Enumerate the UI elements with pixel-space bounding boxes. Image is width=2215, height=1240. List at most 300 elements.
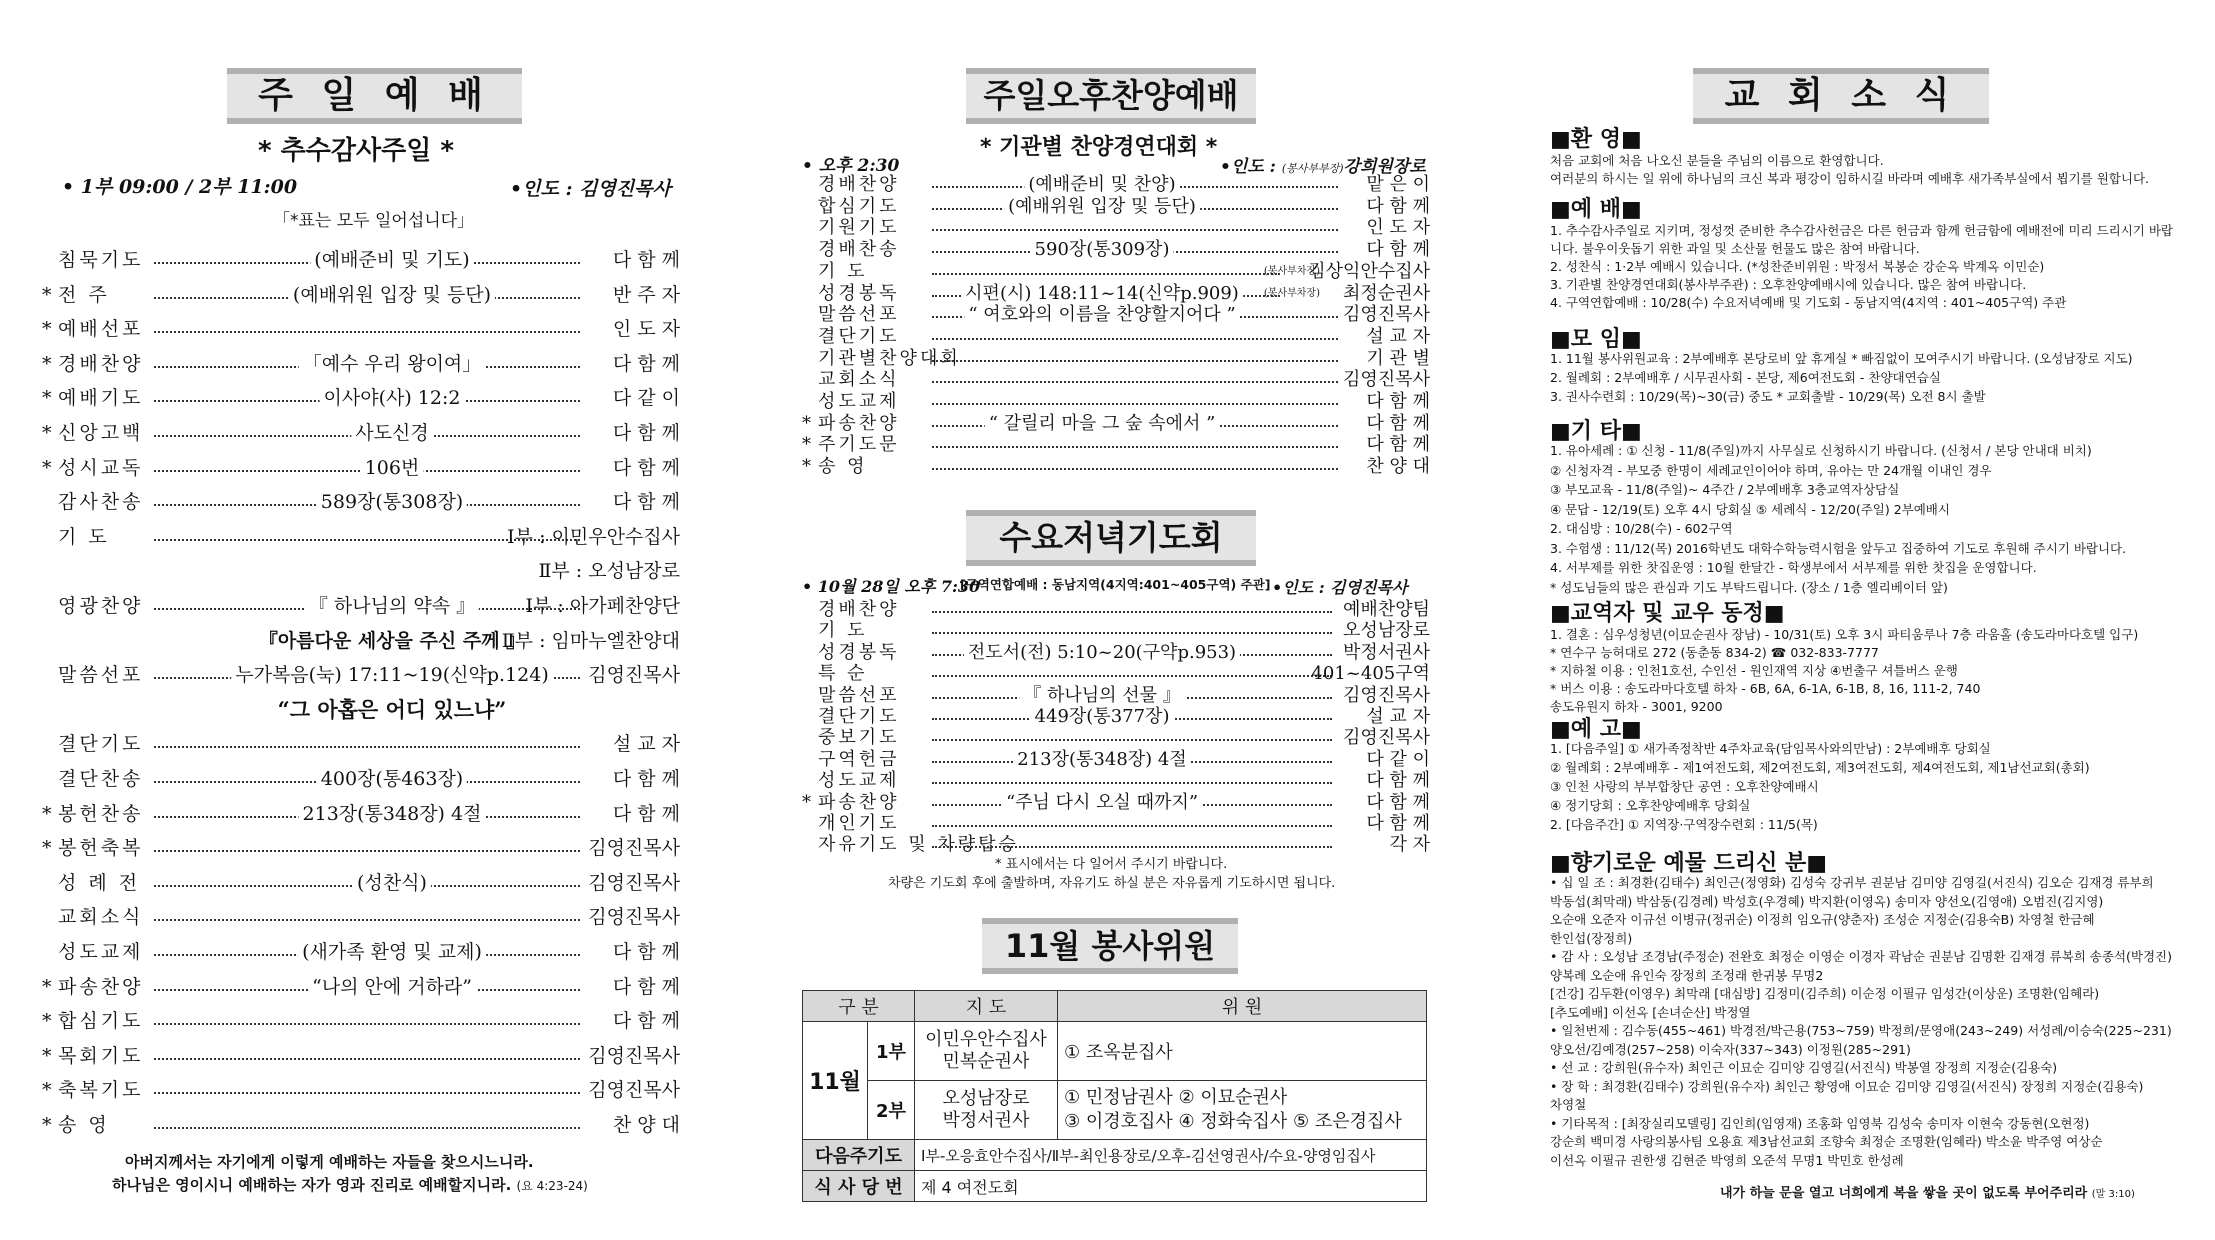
item-detail: 이사야(사) 12:2	[320, 383, 465, 413]
item-label: 경배찬양	[818, 174, 900, 195]
item-person: 다 같 이	[1366, 748, 1430, 770]
service-item	[42, 972, 680, 1002]
service-item	[42, 453, 680, 483]
item-label: 교회소식	[58, 906, 144, 929]
item-detail: (예배준비 및 기도)	[310, 245, 473, 275]
item-person: 설 교 자	[1366, 325, 1430, 347]
news-line: 1. 추수감사주일로 지키며, 정성껏 준비한 추수감사헌금은 다른 헌금과 함께 헌금함에 예배전에 미리 드리시기 바랍	[1550, 223, 2174, 238]
dot-leader	[154, 1058, 580, 1060]
news-line: ④ 정기당회 : 오후찬양예배후 당회실	[1550, 798, 1751, 813]
news-line: [추도예배] 이선옥 [손녀순산] 박정열	[1550, 1004, 1751, 1020]
item-person: 다 함 께	[612, 456, 680, 479]
item-label: 경배찬양	[58, 352, 144, 375]
item-label: 경배찬양	[818, 599, 900, 620]
item-person: 다 함 께	[612, 249, 680, 271]
item-detail: 사도신경	[351, 418, 432, 448]
item-label: 송 영	[58, 1114, 110, 1136]
item-detail: “ 갈릴리 마을 그 숲 속에서 ”	[985, 413, 1220, 435]
item-person: 다 함 께	[1366, 195, 1430, 217]
service-item	[42, 833, 680, 863]
wednesday-footnote-2: 차량은 기도회 후에 출발하며, 자유기도 하실 분은 자유롭게 기도하시면 됩니다.	[888, 876, 1336, 891]
dot-leader	[932, 273, 1280, 275]
dot-leader	[154, 1127, 580, 1129]
news-line: ③ 인천 사랑의 부부합창단 공연 : 오후찬양예배시	[1550, 779, 1819, 794]
news-line: ② 월례회 : 2부예배후 - 제1여전도회, 제2여전도회, 제3여전도회, 제4여전도회, 제1남선교회(총회)	[1550, 760, 2090, 775]
service-item	[42, 626, 680, 656]
closing-verse-ref: (요 4:23-24)	[516, 1179, 588, 1193]
item-label: 목회기도	[58, 1044, 144, 1067]
item-label: 침묵기도	[58, 249, 144, 271]
news-line: 오순애 오준자 이규선 이병규(정귀순) 이정희 임오규(양춘자) 조성순 지정순(김용숙B) 차영철 한금혜	[1550, 912, 2095, 927]
news-line: • 감 사 : 오성남 조경남(주정순) 전완호 최정순 이영순 이경자 곽남순 권분남 김명환 김재경 류복희 송종석(박경진)	[1550, 949, 2172, 964]
item-label: 봉헌축복	[58, 837, 144, 860]
item-label: 말씀선포	[818, 684, 900, 706]
item-detail: 106번	[361, 453, 424, 483]
item-label: 성시교독	[58, 456, 144, 479]
item-label: 성경봉독	[818, 282, 900, 304]
news-line: • 일천번제 : 김수동(455~461) 박경전/박근용(753~759) 박정희/문영애(243~249) 서성례/이승숙(225~231)	[1550, 1023, 2172, 1038]
item-person: 다 함 께	[1366, 791, 1430, 813]
item-label: 합심기도	[58, 1010, 144, 1033]
wednesday-note: [구역연합예배 : 동남지역(4지역:401~405구역) 주관]	[960, 577, 1271, 592]
item-label: 결단기도	[818, 706, 900, 727]
item-label: 기 도	[58, 525, 110, 548]
closing-verse-text: 내가 하늘 문을 열고 너희에게 복을 쌓을 곳이 없도록 부어주리라	[1720, 1186, 2088, 1201]
staff-title: 11월 봉사위원	[982, 918, 1238, 974]
item-label: 개인기도	[818, 813, 900, 834]
item-person: 김영진목사	[1343, 304, 1430, 326]
item-person: 인 도 자	[1366, 217, 1430, 239]
gift-heading: ■향기로운 예물 드리신 분■	[1550, 851, 1828, 876]
standing-mark: *	[42, 1079, 52, 1102]
staff-header-division: 구 분	[803, 991, 915, 1022]
item-person: 다 함 께	[1366, 412, 1430, 434]
service-item	[42, 1041, 680, 1071]
service-time: • 1부 09:00 / 2부 11:00	[62, 176, 298, 198]
afternoon-worship-title: 주일오후찬양예배	[966, 68, 1256, 124]
item-label: 말씀선포	[818, 304, 900, 326]
meeting-heading: ■모 임■	[1550, 327, 1642, 352]
item-person: 반 주 자	[612, 283, 680, 306]
service-item	[42, 280, 680, 310]
standing-mark: *	[802, 434, 811, 456]
service-item	[42, 868, 680, 898]
service-item	[802, 413, 1430, 435]
dot-leader	[154, 746, 580, 748]
item-label: 주기도문	[818, 434, 900, 456]
news-line: 2. 대심방 : 10/28(수) - 602구역	[1550, 521, 1733, 536]
meal-duty-value: 제 4 여전도회	[915, 1171, 1427, 1202]
notice-heading: ■예 고■	[1550, 717, 1642, 742]
service-item	[802, 456, 1430, 478]
news-line: 니다. 불우이웃돕기 위한 과일 및 소산물 헌물도 많은 참여 바랍니다.	[1550, 241, 1920, 256]
news-line: 처음 교회에 처음 나오신 분들을 주님의 이름으로 환영합니다.	[1550, 153, 1884, 168]
item-person: 다 함 께	[612, 941, 680, 963]
item-detail: 시편(시) 148:11~14(신약p.909)	[961, 283, 1243, 305]
service-item	[42, 902, 680, 932]
item-label: 특 순	[818, 663, 868, 685]
news-line: 4. 구역연합예배 : 10/28(수) 수요저녁예배 및 기도회 - 동남지역(4지역 : 401~405구역) 주관	[1550, 295, 2067, 310]
item-person: Ⅰ부 : 아가페찬양단	[525, 595, 680, 617]
service-item	[42, 764, 680, 794]
standing-mark: *	[802, 412, 811, 434]
item-person: 찬 양 대	[1366, 456, 1430, 478]
wednesday-leader: •인도 : 김영진목사	[1272, 578, 1408, 597]
service-item	[42, 487, 680, 517]
item-detail: (예배위원 입장 및 등단)	[1004, 196, 1200, 218]
item-person: 각 자	[1389, 834, 1430, 856]
staff-members-2b: ③ 이경호집사 ④ 정화숙집사 ⑤ 조은경집사	[1064, 1111, 1402, 1132]
dot-leader	[154, 850, 580, 852]
item-person: 김영진목사	[1343, 684, 1430, 706]
news-line: * 버스 이용 : 송도라마다호텔 하차 - 6B, 6A, 6-1A, 6-1B, 8, 16, 111-2, 740	[1550, 681, 1981, 696]
next-prayer-row	[803, 1140, 1427, 1171]
service-item	[42, 1075, 680, 1105]
item-detail: 213장(통348장) 4절	[299, 799, 486, 829]
news-line: 4. 서부제를 위한 찻집운영 : 10월 한달간 - 학생부에서 서부제를 위한 찻집을 운영합니다.	[1550, 560, 2037, 575]
item-detail: 『 하나님의 약속 』	[305, 591, 479, 621]
news-line: 여러분의 하시는 일 위에 하나님의 크신 복과 평강이 임하시길 바라며 예배후 새가족부실에서 뵙기를 원합니다.	[1550, 171, 2150, 186]
item-person: 박정서권사	[1343, 641, 1430, 663]
wednesday-footnote-1: * 표시에서는 다 일어서 주시기 바랍니다.	[995, 857, 1228, 872]
item-person: 김상익안수집사	[1308, 260, 1430, 282]
standing-mark: *	[42, 802, 52, 825]
item-label: 중보기도	[818, 727, 900, 749]
sunday-worship-subtitle: * 추수감사주일 *	[258, 136, 454, 166]
item-label: 봉헌찬송	[58, 802, 144, 825]
news-line: [건강] 김두환(이영우) 최막래 [대심방] 김정미(김주희) 이순정 이필규 임성간(이상운) 조명환(임혜라)	[1550, 986, 2100, 1001]
staff-part-2: 2부	[868, 1081, 915, 1140]
item-person: 다 함 께	[612, 422, 680, 444]
item-label: 성도교제	[58, 941, 144, 963]
dot-leader	[932, 825, 1332, 827]
item-detail: 213장(통348장) 4절	[1013, 749, 1190, 771]
item-person: 김영진목사	[588, 1044, 680, 1067]
service-item	[802, 261, 1430, 283]
item-detail: 590장(통309장)	[1031, 239, 1174, 261]
item-person: 다 함 께	[612, 768, 680, 790]
news-line: 박동섭(최막래) 박삼동(김경례) 박성호(우경혜) 박지환(이영옥) 송미자 양선오(김영애) 오범진(김지영)	[1550, 893, 2104, 909]
news-line: 2. 성찬식 : 1·2부 예배시 있습니다. (*성찬준비위원 : 박정서 복봉순 강순옥 박계옥 이민순)	[1550, 259, 2045, 274]
service-item	[802, 348, 1430, 370]
item-person: 다 함 께	[612, 975, 680, 998]
item-label: 파송찬양	[58, 975, 144, 998]
item-label: 말씀선포	[58, 664, 144, 687]
dot-leader	[932, 468, 1338, 470]
staff-header-lead: 지 도	[915, 991, 1058, 1022]
staff-lead-1	[915, 1022, 1058, 1081]
service-item	[42, 591, 680, 621]
item-label: 예배선포	[58, 318, 144, 341]
news-line: • 기타목적 : [최장실리모델링] 김인희(임영재) 조홍화 임영북 김성숙 송미자 이현숙 강동현(오현정)	[1550, 1115, 2090, 1131]
item-label: 감사찬송	[58, 491, 144, 514]
service-item	[802, 727, 1430, 749]
standing-mark: *	[42, 837, 52, 860]
item-label: 기 도	[818, 620, 868, 642]
dot-leader	[154, 919, 580, 921]
item-person: 다 함 께	[612, 1010, 680, 1033]
worship-heading: ■예 배■	[1550, 197, 1642, 222]
dot-leader	[932, 360, 1338, 362]
standing-mark: *	[42, 387, 52, 410]
item-person-role: (봉사부차장)	[1263, 287, 1320, 299]
dot-leader	[932, 229, 1338, 231]
item-person: 김영진목사	[588, 906, 680, 929]
service-item	[42, 660, 680, 690]
item-person: 다 함 께	[1366, 239, 1430, 261]
item-person: 다 함 께	[1366, 434, 1430, 456]
service-item	[802, 217, 1430, 239]
meal-duty-label: 식 사 당 번	[803, 1171, 915, 1202]
dot-leader	[932, 611, 1332, 613]
service-item	[802, 642, 1430, 664]
service-item	[802, 749, 1430, 771]
service-item	[42, 556, 680, 586]
item-person-role: (봉사부차장)	[1263, 265, 1320, 277]
welcome-heading: ■환 영■	[1550, 127, 1642, 152]
dot-leader	[932, 632, 1332, 634]
dot-leader	[932, 782, 1332, 784]
sunday-worship-title: 주 일 예 배	[227, 68, 522, 124]
dot-leader	[154, 331, 580, 333]
item-person: 다 함 께	[1366, 813, 1430, 834]
staff-row-1	[803, 1022, 1427, 1081]
service-item	[802, 620, 1430, 642]
news-line: • 십 일 조 : 최경환(김태수) 최인근(정영화) 김성숙 강귀부 권분남 김미양 김영길(서진식) 김오순 김재경 류부희	[1550, 875, 2154, 890]
news-line: • 장 학 : 최경환(김태수) 강희원(유수자) 최인근 황영애 이묘순 김미양 김영길(서진식) 장정희 지정순(김용숙)	[1550, 1078, 2144, 1094]
news-line: 이선옥 이필규 권한생 김현준 박영희 오준석 무명1 박민호 한성례	[1550, 1152, 1904, 1168]
etc-heading: ■기 타■	[1550, 419, 1642, 444]
item-label: 성 례 전	[58, 871, 141, 894]
item-label: 파송찬양	[818, 791, 900, 813]
service-item	[802, 174, 1430, 196]
news-line: 1. 결혼 : 심우성청년(이묘순권사 장남) - 10/31(토) 오후 3시 파티움루나 7층 라움홀 (송도라마다호텔 입구)	[1550, 627, 2139, 642]
standing-mark: *	[42, 1114, 52, 1136]
service-item	[802, 770, 1430, 792]
staff-lead-2a: 오성남장로	[942, 1088, 1030, 1109]
staff-lead-2	[915, 1081, 1058, 1140]
item-detail: “그 아홉은 어디 있느냐”	[274, 695, 511, 725]
service-item	[802, 663, 1430, 685]
wednesday-time: • 10월 28일 오후 7:30	[802, 577, 981, 596]
service-item	[802, 813, 1430, 835]
service-item	[42, 522, 680, 552]
item-detail: “주님 다시 오실 때까지”	[1002, 792, 1202, 814]
afternoon-time: • 오후 2:30	[802, 156, 900, 176]
news-line: * 성도님들의 많은 관심과 기도 부탁드립니다. (장소 / 1층 엘리베이터 앞)	[1550, 579, 1948, 595]
item-person: 예배찬양팀	[1343, 599, 1430, 620]
closing-verse	[1720, 1182, 2135, 1201]
item-label: 전 주	[58, 283, 110, 306]
item-person: 맡 은 이	[1366, 174, 1430, 195]
staff-lead-1b: 민복순권사	[942, 1051, 1030, 1072]
staff-lead-2b: 박정서권사	[942, 1110, 1030, 1131]
service-item	[42, 729, 680, 759]
service-item	[802, 283, 1430, 305]
staff-header-members: 위 원	[1058, 991, 1427, 1022]
church-news-title: 교 회 소 식	[1693, 68, 1989, 124]
standing-mark: *	[42, 456, 52, 479]
item-label: 자유기도 및 차량탑승	[818, 834, 1019, 856]
item-label: 파송찬양	[818, 412, 900, 434]
item-person: 최정순권사	[1343, 282, 1430, 304]
item-label: 영광찬양	[58, 595, 144, 617]
closing-verse-2-text: 하나님은 영이시니 예배하는 자가 영과 진리로 예배할지니라.	[112, 1176, 512, 1194]
standing-mark: *	[802, 791, 811, 813]
wednesday-prayer-title: 수요저녁기도회	[966, 510, 1256, 566]
service-item	[802, 326, 1430, 348]
item-person: 김영진목사	[588, 871, 680, 894]
news-line: 3. 권사수련회 : 10/29(목)~30(금) 중도 * 교회출발 - 10/29(목) 오전 8시 출발	[1550, 389, 1986, 404]
item-person: 오성남장로	[1343, 620, 1430, 642]
service-item	[42, 245, 680, 275]
news-line: 2. [다음주간] ① 지역장·구역장수련회 : 11/5(목)	[1550, 817, 1818, 832]
dot-leader	[932, 446, 1338, 448]
staff-members-2	[1058, 1081, 1427, 1140]
service-item	[42, 695, 680, 725]
closing-verse-ref: (말 3:10)	[2091, 1189, 2135, 1200]
item-person: 다 함 께	[612, 802, 680, 825]
item-label: 성경봉독	[818, 641, 900, 663]
news-line: * 연수구 능허대로 272 (동춘동 834-2) ☎ 032-833-7777	[1550, 645, 1879, 660]
item-person: 김영진목사	[1343, 727, 1430, 749]
service-item	[42, 314, 680, 344]
news-line: 양오선/김예경(257~258) 이숙자(337~343) 이정원(285~291)	[1550, 1041, 1911, 1057]
service-item	[42, 383, 680, 413]
news-line: 3. 기관별 찬양경연대회(봉사부주관) : 오후찬양예배시에 있습니다. 많은 참여 바랍니다.	[1550, 277, 2027, 292]
dot-leader	[932, 846, 1332, 848]
item-detail: 『 하나님의 선물 』	[1019, 685, 1185, 707]
service-item	[802, 391, 1430, 413]
dot-leader	[932, 338, 1338, 340]
item-person: 다 함 께	[612, 491, 680, 514]
news-line: ④ 문답 - 12/19(토) 오후 4시 당회실 ⑤ 세례식 - 12/20(주일) 2부예배시	[1550, 501, 1950, 517]
standing-mark: *	[42, 1044, 52, 1067]
dot-leader	[932, 381, 1338, 383]
service-item	[802, 196, 1430, 218]
item-label: 송 영	[818, 456, 868, 478]
closing-verse-2	[112, 1174, 588, 1195]
item-person: 다 같 이	[612, 387, 680, 410]
item-label: 기원기도	[818, 217, 900, 239]
item-detail: (예배위원 입장 및 등단)	[289, 280, 495, 310]
afternoon-leader-prefix: •인도 :	[1220, 157, 1282, 177]
dot-leader	[154, 1023, 580, 1025]
item-person: 김영진목사	[588, 837, 680, 860]
standing-mark: *	[42, 422, 52, 444]
dot-leader	[932, 403, 1338, 405]
news-line: 송도유원지 하차 - 3001, 9200	[1550, 699, 1723, 714]
staff-lead-1a: 이민우안수집사	[925, 1029, 1047, 1050]
afternoon-worship-subtitle: * 기관별 찬양경연대회 *	[980, 135, 1218, 160]
service-item	[802, 369, 1430, 391]
service-item	[42, 1110, 680, 1140]
item-label: 결단기도	[818, 325, 900, 347]
item-person: 인 도 자	[612, 318, 680, 341]
staff-table	[802, 990, 1427, 1202]
staff-header-row	[803, 991, 1427, 1022]
service-item	[802, 239, 1430, 261]
item-person: 다 함 께	[1366, 391, 1430, 412]
item-detail: (예배준비 및 찬양)	[1024, 174, 1179, 196]
news-line: 1. 11월 봉사위원교육 : 2부예배후 본당로비 앞 휴게실 * 빠짐없이 모여주시기 바랍니다. (오성남장로 지도)	[1550, 351, 2133, 366]
news-line: 한인섭(장정희)	[1550, 930, 1633, 946]
next-prayer-label: 다음주기도	[803, 1140, 915, 1171]
dot-leader	[932, 675, 1332, 677]
service-leader: •인도 : 김영진목사	[510, 178, 671, 200]
item-person: 김영진목사	[588, 1079, 680, 1102]
news-line: ③ 부모교육 - 11/8(주일)~ 4주간 / 2부예배후 3층교역자상담실	[1550, 482, 1900, 497]
standing-mark: *	[42, 352, 52, 375]
item-person: 기 관 별	[1366, 347, 1430, 369]
item-detail: “ 여호와의 이름을 찬양할지어다 ”	[964, 304, 1239, 326]
service-item	[802, 792, 1430, 814]
next-prayer-value: Ⅰ부-오응효안수집사/Ⅱ부-최인용장로/오후-김선영권사/수요-양영임집사	[915, 1140, 1427, 1171]
item-person: 401~405구역	[1311, 663, 1430, 685]
standing-mark: *	[42, 318, 52, 341]
item-person: Ⅱ부 : 오성남장로	[538, 560, 680, 583]
news-line: 강순희 백미경 사랑의봉사팀 오용효 제3남선교회 조향숙 최정순 조명환(임혜라) 박소윤 박주영 여상순	[1550, 1134, 2103, 1149]
afternoon-leader-name: 강희원장로	[1343, 157, 1426, 177]
staff-members-2a: ① 민정남권사 ② 이묘순권사	[1064, 1087, 1288, 1108]
item-detail: (새가족 환영 및 교제)	[298, 937, 486, 967]
item-label: 교회소식	[818, 369, 900, 391]
dot-leader	[154, 1092, 580, 1094]
service-item	[802, 599, 1430, 621]
staff-row-2	[803, 1081, 1427, 1140]
pastor-heading: ■교역자 및 교우 동정■	[1550, 601, 1785, 626]
news-line: 차영철	[1550, 1097, 1587, 1112]
service-item	[42, 1006, 680, 1036]
item-person: 설 교 자	[612, 733, 680, 756]
item-detail: 전도서(전) 5:10~20(구약p.953)	[964, 642, 1240, 664]
item-person: 설 교 자	[1366, 706, 1430, 727]
item-label: 신앙고백	[58, 422, 144, 444]
standing-note: 「*표는 모두 일어섭니다」	[273, 211, 475, 231]
meal-duty-row	[803, 1171, 1427, 1202]
service-item	[802, 706, 1430, 728]
item-label: 성도교제	[818, 391, 900, 412]
dot-leader	[932, 739, 1332, 741]
item-label: 결단찬송	[58, 768, 144, 790]
item-label: 합심기도	[818, 195, 900, 217]
standing-mark: *	[802, 456, 811, 478]
item-person: Ⅱ부 : 임마누엘찬양대	[501, 629, 680, 652]
item-person: 김영진목사	[588, 664, 680, 687]
news-line: 1. 유아세례 : ① 신청 - 11/8(주일)까지 사무실로 신청하시기 바랍니다. (신청서 / 본당 안내대 비치)	[1550, 443, 2092, 458]
item-label: 축복기도	[58, 1079, 144, 1102]
news-line: 1. [다음주일] ① 새가족정착반 4주차교육(담임목사와의만남) : 2부예배후 당회실	[1550, 741, 1991, 756]
standing-mark: *	[42, 1010, 52, 1033]
staff-part-1: 1부	[868, 1022, 915, 1081]
standing-mark: *	[42, 283, 52, 306]
service-item	[802, 434, 1430, 456]
item-person: 김영진목사	[1343, 369, 1430, 391]
staff-month: 11월	[803, 1022, 868, 1140]
item-person: 다 함 께	[612, 352, 680, 375]
item-person: 찬 양 대	[612, 1114, 680, 1136]
item-label: 성도교제	[818, 770, 900, 792]
service-item	[802, 685, 1430, 707]
item-label: 결단기도	[58, 733, 144, 756]
standing-mark: *	[42, 975, 52, 998]
service-item	[802, 304, 1430, 326]
item-detail: 누가복음(눅) 17:11~19(신약p.124)	[231, 660, 553, 690]
item-label: 기 도	[818, 260, 868, 282]
item-detail: “나의 안에 거하라”	[308, 972, 476, 1002]
news-line: • 선 교 : 강희원(유수자) 최인근 이묘순 김미양 김영길(서진식) 박봉열 장정희 지정순(김용숙)	[1550, 1060, 2058, 1075]
news-line: ② 신청자격 - 부모중 한명이 세례교인이어야 하며, 유아는 만 24개월 이내인 경우	[1550, 462, 1992, 478]
